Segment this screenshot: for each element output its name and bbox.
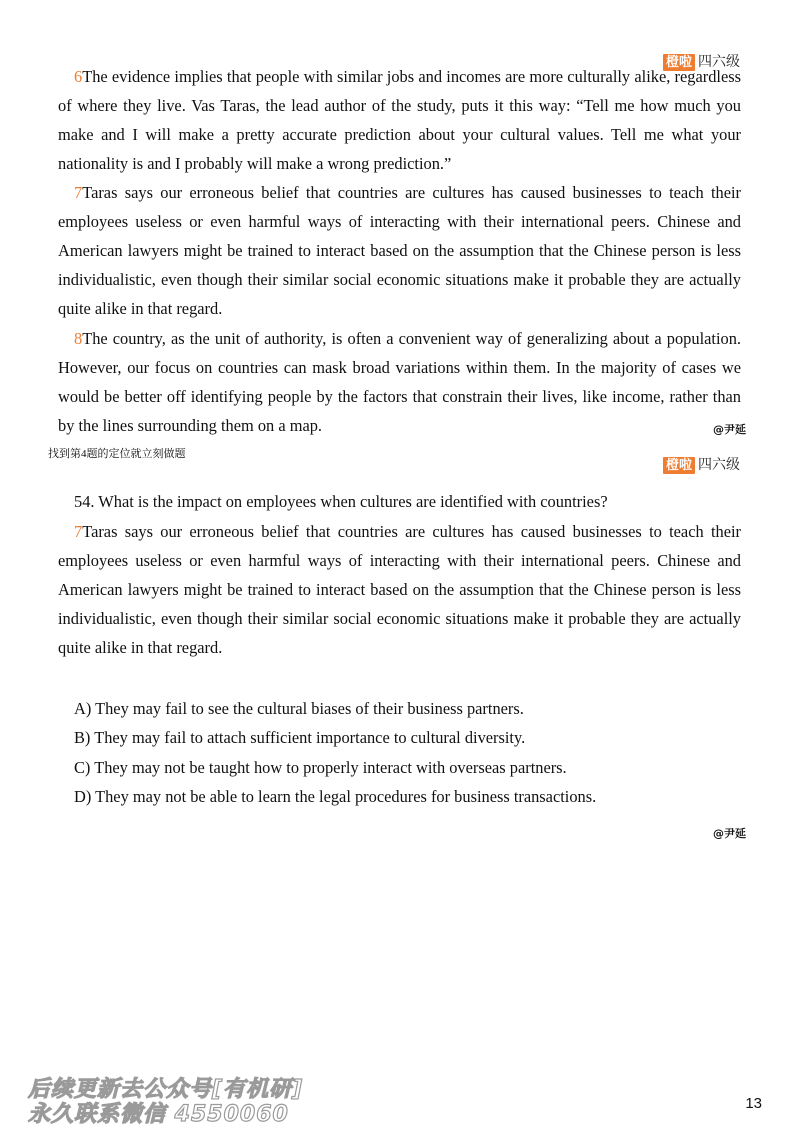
watermark-line-1: 后续更新去公众号[有机研] (28, 1077, 304, 1102)
brand-box: 橙啦 (663, 54, 695, 71)
option-c: C) They may not be taught how to properly interact with overseas partners. (74, 757, 567, 777)
paragraph-text: The country, as the unit of authority, is often a convenient way of generalizing about a population. However, our focus on countries can mask broad variations within them. In the majority of cases we would be better off identifying people by the factors that constrain their lives, like income, rather than by the lines surrounding them on a map. (58, 329, 741, 435)
option-a: A) They may fail to see the cultural biases of their business partners. (74, 699, 524, 718)
answer-options (74, 694, 596, 812)
paragraph-8 (58, 324, 741, 440)
quoted-paragraph-7 (58, 517, 741, 662)
footer-watermark (28, 1077, 303, 1127)
brand-box: 橙啦 (663, 457, 695, 474)
paragraph-text: Taras says our erroneous belief that countries are cultures has caused businesses to teach their employees useless or even harmful ways of interacting with their international peers. Chinese and American lawyers might be trained to interact based on the assumption that the Chinese person is less individualistic, even though their similar social economic situations make it probable they are actually quite alike in that regard. (58, 522, 741, 657)
question-54: 54. What is the impact on employees when cultures are identified with countries? (74, 492, 608, 511)
watermark-line-2: 永久联系微信 4550060 (28, 1102, 289, 1127)
paragraph-text: The evidence implies that people with similar jobs and incomes are more culturally alike, regardless of where they live. Vas Taras, the lead author of the study, puts it this way: “Tell me how much you make and I will make a pretty accurate prediction about your cultural values. Tell me what your nationality is and I probably will make a wrong prediction.” (58, 67, 741, 173)
paragraph-number: 7 (74, 522, 83, 541)
paragraph-number: 8 (74, 329, 83, 348)
page-number: 13 (745, 1095, 762, 1112)
option-d: D) They may not be able to learn the legal procedures for business transactions. (74, 787, 597, 807)
signature-2: @尹延 (713, 827, 746, 840)
paragraph-number: 6 (74, 67, 83, 86)
option-b: B) They may fail to attach sufficient importance to cultural diversity. (74, 728, 526, 748)
signature: @尹延 (713, 423, 746, 436)
paragraph-text: Taras says our erroneous belief that countries are cultures has caused businesses to teach their employees useless or even harmful ways of interacting with their international peers. Chinese and American lawyers might be trained to interact based on the assumption that the Chinese person is less individualistic, even though their similar social economic situations make it probable they are actually quite alike in that regard. (58, 183, 741, 318)
paragraph-6 (58, 62, 741, 178)
paragraph-7 (58, 178, 741, 323)
brand-logo-2 (663, 457, 740, 474)
study-note: 找到第4题的定位就立刻做题 (48, 448, 186, 460)
brand-label: 四六级 (698, 54, 740, 70)
paragraph-number: 7 (74, 183, 83, 202)
brand-label: 四六级 (698, 457, 740, 473)
